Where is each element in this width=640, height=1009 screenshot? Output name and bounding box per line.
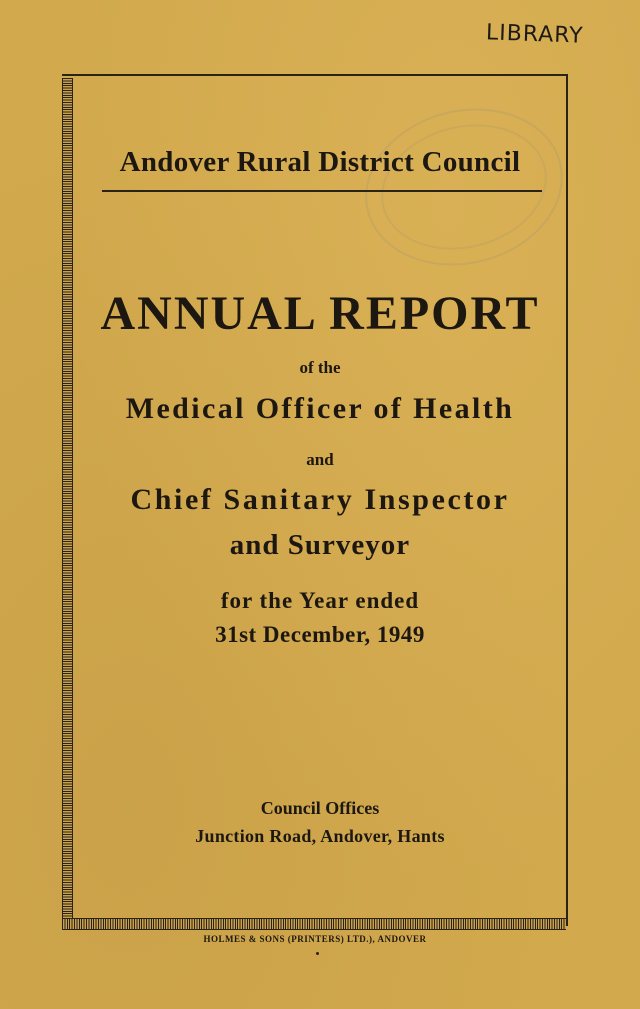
printer-imprint: HOLMES & SONS (PRINTERS) LTD.), ANDOVER [203,934,427,944]
surveyor-heading: and Surveyor [229,529,411,561]
council-underline [102,190,542,192]
imprint-dot [316,952,319,955]
cover-border-left-hatched [62,78,73,930]
council-name: Andover Rural District Council [119,146,521,178]
period-line-2: 31st December, 1949 [215,622,425,647]
address-line-1: Council Offices [260,798,380,818]
library-handwritten-label: LIBRARY [485,20,585,49]
address-line-2: Junction Road, Andover, Hants [195,826,445,846]
report-title: ANNUAL REPORT [100,287,540,340]
and-text: and [306,450,334,469]
cover-border-bottom-hatched [62,918,566,930]
medical-officer-heading: Medical Officer of Health [125,392,515,425]
period-line-1: for the Year ended [220,588,420,613]
chief-inspector-heading: Chief Sanitary Inspector [130,483,510,516]
of-the-text: of the [299,358,341,377]
